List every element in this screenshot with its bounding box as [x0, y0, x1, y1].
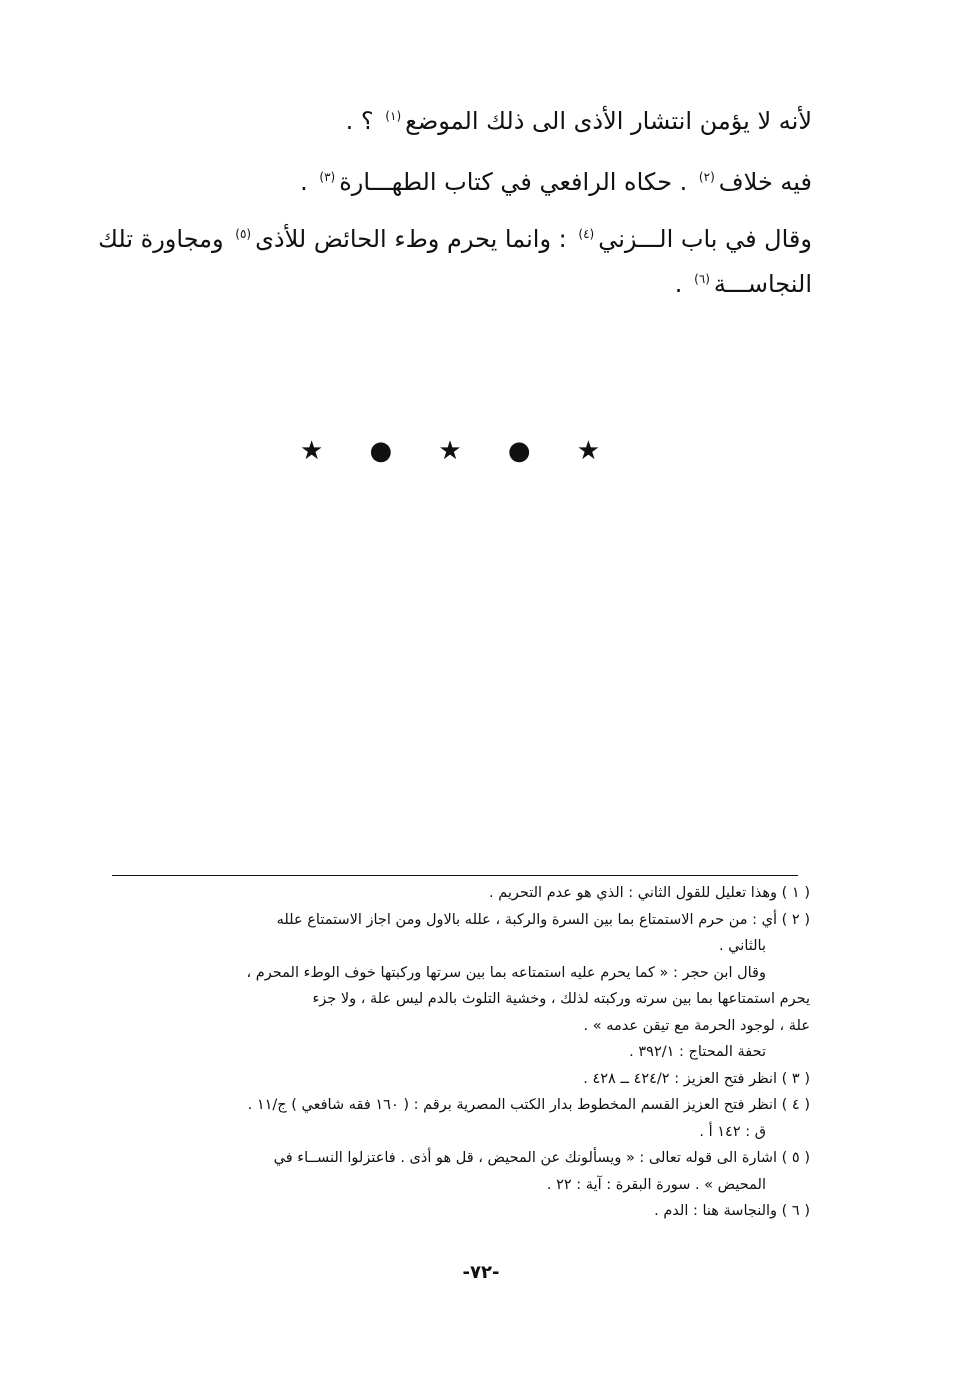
footnote-5: ( ٥ ) اشارة الى قوله تعالى : « ويسألونك عن المحيض ، قل هو أذى . فاعتزلوا النســاء في	[273, 1150, 810, 1166]
footnote-2-cont: بالثاني .	[718, 938, 766, 954]
footnote-ref-1[interactable]: (١)	[385, 109, 402, 123]
footnote-1: ( ١ ) وهذا تعليل للقول الثاني : الذي هو عدم التحريم .	[489, 885, 810, 901]
main-line-4-end: .	[674, 270, 683, 298]
footnote-ref-3[interactable]: (٣)	[319, 170, 336, 184]
main-line-2	[98, 153, 812, 206]
main-line-4	[98, 259, 812, 304]
footnote-ref-5[interactable]: (٥)	[235, 227, 252, 241]
main-line-3-text: وقال في باب الـــزني	[598, 225, 812, 253]
footnote-2: ( ٢ ) أي : من حرم الاستمتاع بما بين السرة والركبة ، علله بالاول ومن اجاز الاستمتاع علله	[276, 911, 810, 928]
footnote-2-quote: وقال ابن حجر : « كما يحرم عليه استمتاعه بما بين سرتها وركبتها خوف الوطء المحرم ،	[246, 964, 766, 981]
footnote-3: ( ٣ ) انظر فتح العزيز : ٤٢٤/٢ ــ ٤٢٨ .	[583, 1070, 810, 1087]
footnote-5-cont: المحيض » . سورة البقرة : آية : ٢٢ .	[546, 1176, 766, 1193]
footnote-4-cont: ق : ١٤٢ أ .	[699, 1123, 766, 1140]
dot-icon: ●	[507, 436, 531, 466]
main-line-1-text: لأنه لا يؤمن انتشار الأذى الى ذلك الموضع	[405, 107, 812, 135]
main-line-3-end: ومجاورة تلك	[98, 225, 224, 253]
main-line-1	[98, 92, 812, 145]
main-line-1-end: ؟ .	[345, 107, 374, 135]
footnote-ref-2[interactable]: (٢)	[698, 170, 715, 184]
main-text	[98, 92, 812, 304]
star-icon: ★	[438, 436, 462, 466]
footnote-6: ( ٦ ) والنجاسة هنا : الدم .	[654, 1203, 810, 1219]
main-line-3	[98, 214, 812, 259]
star-icon: ★	[576, 436, 600, 466]
section-ornament	[300, 436, 600, 466]
footnote-2-source: تحفة المحتاج : ٣٩٢/١ .	[629, 1044, 766, 1060]
main-line-3-mid: : وانما يحرم وطء الحائض للأذى	[255, 225, 567, 253]
footnote-2-quote-cont: يحرم استمتاعها بما بين سرته وركبته لذلك ، وخشية التلوث بالدم ليس علة ، ولا جزء	[312, 991, 810, 1007]
footnote-ref-6[interactable]: (٦)	[694, 272, 710, 286]
footnote-ref-4[interactable]: (٤)	[578, 227, 595, 241]
footnotes	[112, 880, 810, 1225]
page-number: -٧٢-	[462, 1262, 500, 1283]
main-line-2-end: .	[300, 168, 308, 196]
footnote-divider	[112, 875, 798, 876]
main-line-2-mid: . حكاه الرافعي في كتاب الطهـــارة	[339, 168, 688, 196]
dot-icon: ●	[369, 436, 393, 466]
footnote-2-quote-end: علة ، لوجود الحرمة مع تيقن عدمه » .	[583, 1017, 810, 1034]
footnote-4: ( ٤ ) انظر فتح العزيز القسم المخطوط بدار الكتب المصرية برقم : ( ١٦٠ فقه شافعي ) ج/١١ .	[247, 1097, 810, 1113]
main-line-4-text: النجاســـة	[713, 270, 812, 298]
main-line-2-text: فيه خلاف	[718, 168, 812, 196]
star-icon: ★	[300, 436, 324, 466]
